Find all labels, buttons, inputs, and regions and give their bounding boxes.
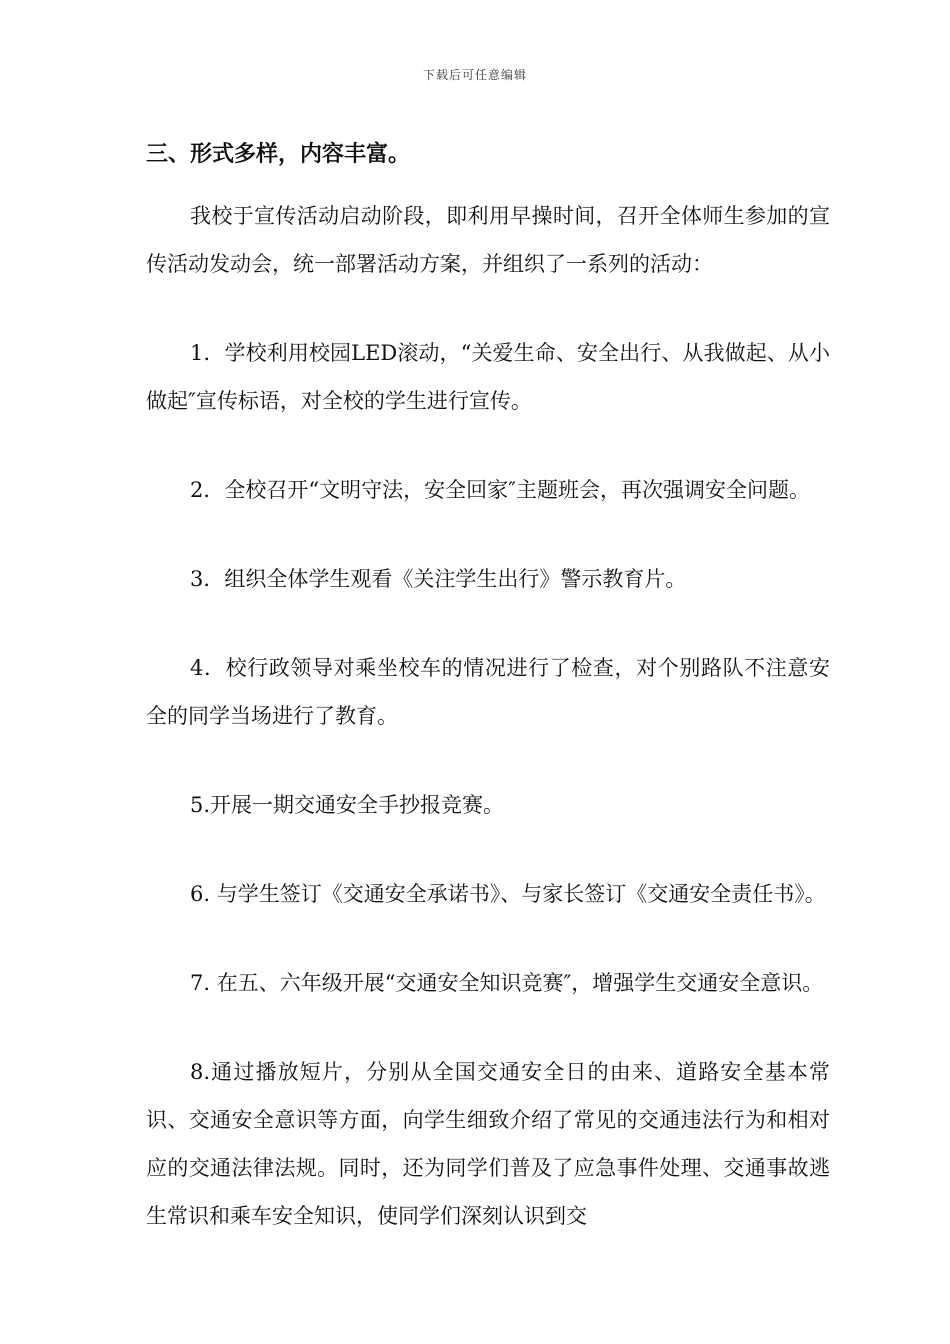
list-item-7: 7. 在五、六年级开展“交通安全知识竞赛″，增强学生交通安全意识。 xyxy=(190,971,824,995)
document-body xyxy=(146,130,830,1281)
list-item-8: 8.通过播放短片，分别从全国交通安全日的由来、道路安全基本常识、交通安全意识等方面，向学生细致介绍了常见的交通违法行为和相对应的交通法律法规。同时，还为同学们普及了应急事件处理、交通事故逃生常识和乘车安全知识，使同学们深刻认识到交 xyxy=(146,1060,830,1228)
list-item-5: 5.开展一期交通安全手抄报竞赛。 xyxy=(190,793,505,817)
list-item-6: 6. 与学生签订《交通安全承诺书》、与家长签订《交通安全责任书》。 xyxy=(190,882,826,906)
page-header-note: 下载后可任意编辑 xyxy=(422,68,527,82)
paragraph-intro: 我校于宣传活动启动阶段，即利用早操时间，召开全体师生参加的宣传活动发动会，统一部署活动方案，并组织了一系列的活动： xyxy=(146,204,830,276)
list-item-4: 4．校行政领导对乘坐校车的情况进行了检查，对个别路队不注意安全的同学当场进行了教育。 xyxy=(146,656,830,728)
list-item-3: 3．组织全体学生观看《关注学生出行》警示教育片。 xyxy=(190,567,687,591)
section-heading: 三、形式多样，内容丰富。 xyxy=(146,141,411,167)
list-item-2: 2．全校召开“文明守法，安全回家″主题班会，再次强调安全问题。 xyxy=(190,478,810,502)
list-item-1: 1．学校利用校园LED滚动，“关爱生命、安全出行、从我做起、从小做起″宣传标语，对全校的学生进行宣传。 xyxy=(146,341,830,413)
